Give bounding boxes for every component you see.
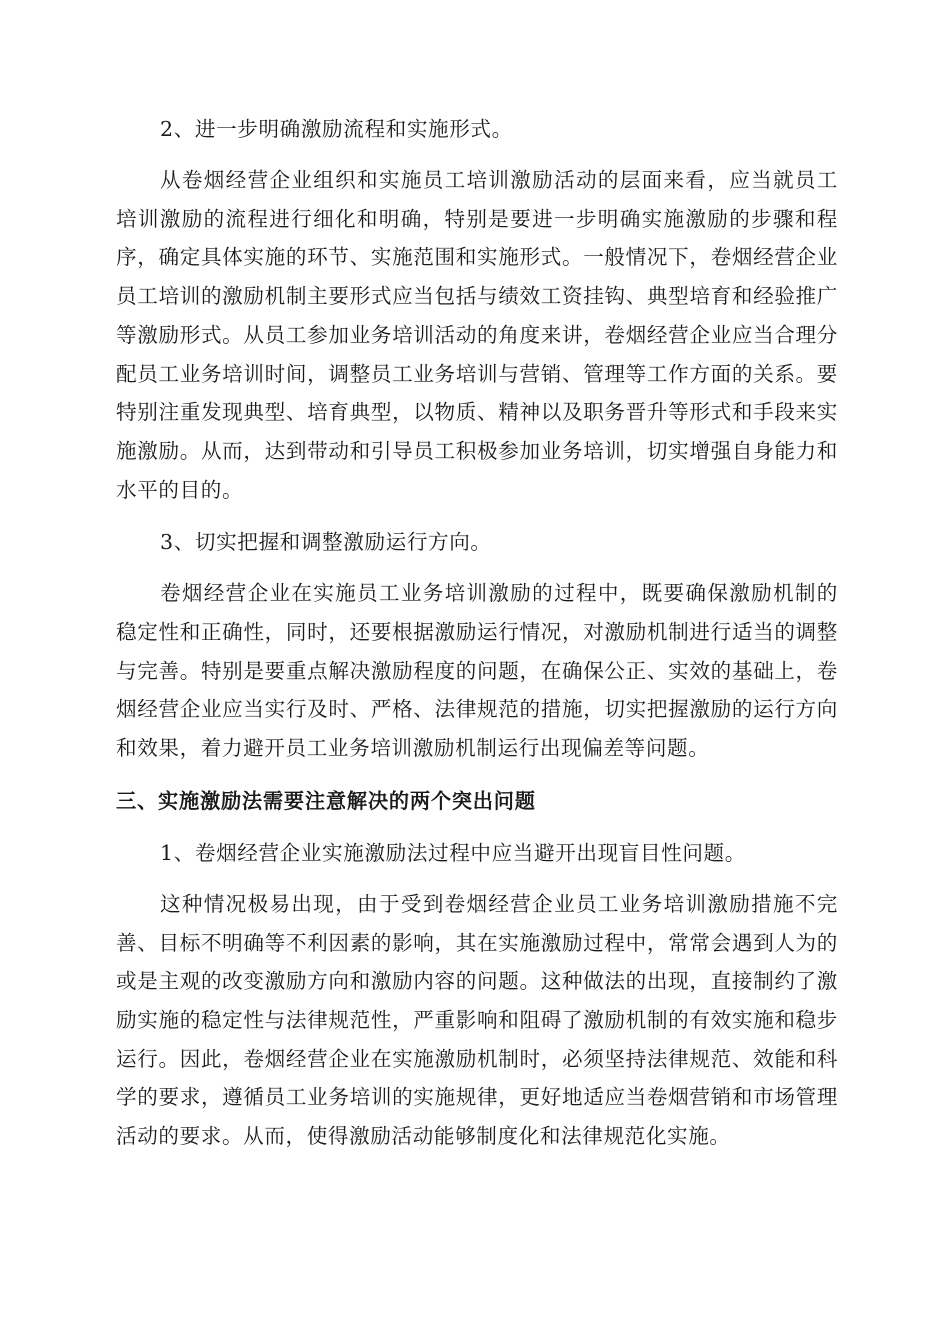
sub-heading-3: 3、切实把握和调整激励运行方向。 bbox=[160, 530, 492, 555]
sub-heading-1: 1、卷烟经营企业实施激励法过程中应当避开出现盲目性问题。 bbox=[160, 840, 746, 865]
section-heading-three: 三、实施激励法需要注意解决的两个突出问题 bbox=[116, 788, 536, 813]
paragraph-incentive-direction: 卷烟经营企业在实施员工业务培训激励的过程中，既要确保激励机制的稳定性和正确性，同时，还要根据激励运行情况，对激励机制进行适当的调整与完善。特别是要重点解决激励程度的问题，在确保公正、实效的基础上，卷烟经营企业应当实行及时、严格、法律规范的措施，切实把握激励的运行方向和效果，着力避开员工业务培训激励机制运行出现偏差等问题。 bbox=[116, 581, 838, 761]
sub-heading-2: 2、进一步明确激励流程和实施形式。 bbox=[160, 117, 513, 141]
paragraph-incentive-process: 从卷烟经营企业组织和实施员工培训激励活动的层面来看，应当就员工培训激励的流程进行细化和明确，特别是要进一步明确实施激励的步骤和程序，确定具体实施的环节、实施范围和实施形式。一般情况下，卷烟经营企业员工培训的激励机制主要形式应当包括与绩效工资挂钩、典型培育和经验推广等激励形式。从员工参加业务培训活动的角度来讲，卷烟经营企业应当合理分配员工业务培训时间，调整员工业务培训与营销、管理等工作方面的关系。要特别注重发现典型、培育典型，以物质、精神以及职务晋升等形式和手段来实施激励。从而，达到带动和引导员工积极参加业务培训，切实增强自身能力和水平的目的。 bbox=[116, 168, 838, 502]
paragraph-blindness-problem: 这种情况极易出现，由于受到卷烟经营企业员工业务培训激励措施不完善、目标不明确等不利因素的影响，其在实施激励过程中，常常会遇到人为的或是主观的改变激励方向和激励内容的问题。这种做法的出现，直接制约了激励实施的稳定性与法律规范性，严重影响和阻碍了激励机制的有效实施和稳步运行。因此，卷烟经营企业在实施激励机制时，必须坚持法律规范、效能和科学的要求，遵循员工业务培训的实施规律，更好地适应当卷烟营销和市场管理活动的要求。从而，使得激励活动能够制度化和法律规范化实施。 bbox=[116, 891, 838, 1149]
document-body bbox=[116, 109, 838, 1169]
